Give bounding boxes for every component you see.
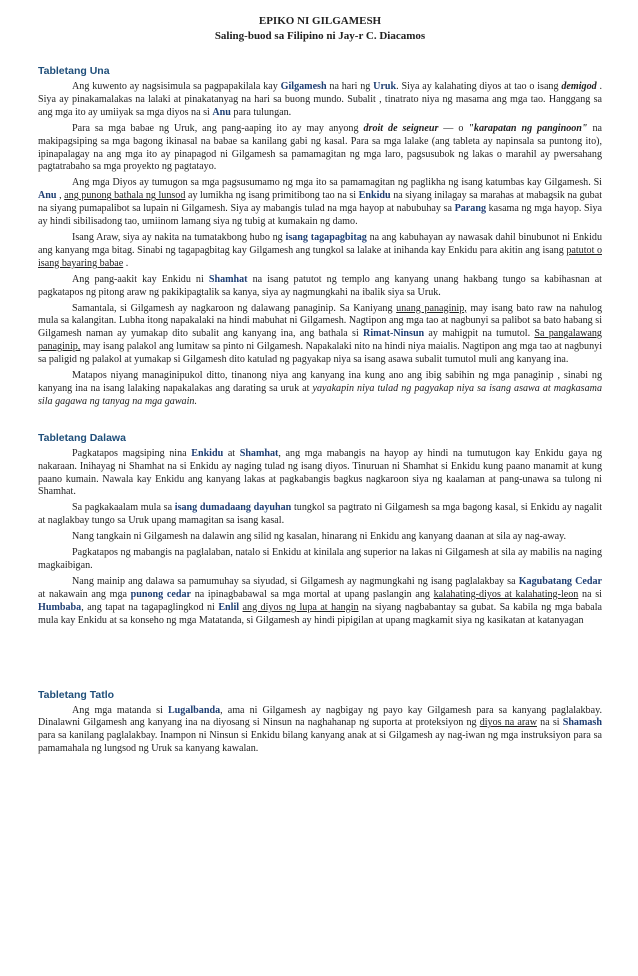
paragraph (38, 274, 602, 300)
text-run: na si (537, 717, 563, 729)
text-run: na siyang nagbabantay sa gubat. Sa kabila ng mga babala mula kay Enkidu at sa konseho ng mga Matatanda, si Gilgamesh ay hindi pipigilan at upang magkamit siya ng kasikatan at katanyagan (38, 601, 602, 626)
proper-name: isang tagapagbitag (285, 231, 367, 243)
text-run: Samantala, si Gilgamesh ay nagkaroon ng dalawang panaginip. Sa Kaniyang (72, 302, 397, 314)
text-run: ay lumikha ng isang primitibong tao na si (185, 190, 359, 202)
text-run: Ang mga matanda si (72, 704, 168, 716)
text-run: Para sa mga babae ng Uruk, ang pang-aaping ito ay may anyong (72, 122, 364, 134)
paragraph (38, 705, 602, 757)
text-run: Ang mga Diyos ay tumugon sa mga pagsusumamo ng mga ito sa pamamagitan ng paglikha ng isang katumbas kay Gilgamesh. Si (72, 177, 602, 189)
text-run: , ang mga mabangis na hayop ay hindi na tumutugon kay Enkidu gaya ng nakaraan. Inihayag ni Shamhat na si Enkidu ay naging tulad ng isang diyos. Tinuruan ni Shamhat si Enkidu kung paano manamit at kung paano kumain. Nawala kay Enkidu ang kanyang lakas at pagkabangis bagkus nagkaroon siya ng kaalaman at pang-unawa sa tulong ni Shamhat. (38, 447, 602, 498)
text-run: Sa pagkakaalam mula sa (72, 502, 175, 514)
tablet-heading: Tabletang Una (38, 65, 110, 77)
proper-name: Anu (212, 106, 231, 118)
proper-name: Humbaba (38, 601, 82, 613)
text-run: na siyang inilagay sa marahas at mabagsik na gubat na siyang pumapalibot sa lupain ni Gilgamesh. Siya ay mabangis tulad na mga hayop at nabubuhay sa (38, 190, 602, 215)
paragraph (38, 576, 602, 628)
proper-name: Rimat-Ninsun (363, 328, 425, 340)
text-run: Ang pang-aakit kay Enkidu ni (72, 273, 209, 285)
text-run: na ipinagbabawal sa mga mortal at upang paslangin ang (191, 588, 434, 600)
paragraph (38, 370, 602, 409)
text-run: kasama ng mga hayop. Siya ay hindi sibilisadong tao, umiinom lamang siya ng tubig at kumakain ng damo. (38, 203, 602, 228)
proper-name: Anu (38, 190, 57, 202)
paragraph (38, 123, 602, 175)
text-run: . Siya ay pinakamalakas na lalaki at pinakatanyag na hari sa buong mundo. Subalit , tinatrato niya ng masama ang mga tao. Hanggang sa ang mga ito ay umiiyak sa mga diyos na si (38, 81, 603, 118)
emphasized-text: yayakapin niya tulad ng pagyakap niya sa isang asawa at magkasama sila gagawa ng tanyag na mga gawain. (38, 382, 602, 407)
text-run: na makipagsiping sa mga bagong ikinasal na babae sa kanilang gabi ng kasal. Para sa mga lalake (ang tableta ay napinsala sa puntong ito), ipinapalagay na ang mga ito ay pinapagod ni Gilgamesh sa pamamagitan ng mga laro, pagsusubok ng lakas o marahil ay pwersahang pagtatrabaho sa mga proyekto ng pagtatayo. (38, 122, 602, 173)
proper-name: Gilgamesh (280, 81, 327, 92)
paragraph (38, 531, 602, 544)
paragraph (38, 502, 602, 528)
document-subtitle: Saling-buod sa Filipino ni Jay-r C. Diacamos (214, 30, 426, 42)
text-run: para sa kanilang paglalakbay. Inampon ni Ninsun si Enkidu bilang kanyang anak at si Gilgamesh ay nag-iwan ng mga instruksiyon para sa pamamahala ng lungsod ng Uruk sa kanyang kawalan. (38, 730, 602, 755)
text-run: , (56, 190, 65, 202)
text-run: at nakawain ang mga (38, 588, 131, 600)
text-run: Matapos niyang managinipukol ditto, tinanong niya ang kanyang ina kung ano ang ibig sabihin ng mga panaginip , sinabi ng kanyang ina na isang lalaking napakalakas ang darating sa uruk at (38, 370, 602, 394)
emphasized-text: "karapatan ng panginoon" (468, 122, 588, 134)
text-run: ay mahigpit na tumutol. (424, 328, 535, 340)
tablet-heading: Tabletang Tatlo (38, 688, 115, 701)
paragraph (38, 81, 602, 120)
text-run: Pagkatapos ng mabangis na paglalaban, natalo si Enkidu at kinilala ang superior na lakas ni Gilgamesh at sila ay mabilis na naging magkaibigan. (38, 547, 602, 571)
tablet-heading: Tabletang Dalawa (38, 431, 126, 444)
text-run: , ama ni Gilgamesh ay nagbigay ng payo kay Gilgamesh para sa kanyang paglalakbay. Dinalawni Gilgamesh ang kanyang ina na diyosang si Ninsun na naghahanap ng suporta at proteksiyon ng (38, 704, 602, 729)
text-run: may isang bato raw na nahulog mula sa kalangitan. Lubha itong napakalaki na hindi mabuhat ni Gilgamesh. Nagtipon ang mga tao at nagbunyi sa palibot sa bato habang si Gilgamesh naman ay yumakap dito subalit ang kanyang ina, ang bathala si (38, 302, 602, 340)
proper-name: Shamhat (208, 273, 248, 285)
emphasized-text: droit de seigneur (363, 122, 439, 134)
emphasized-text: demigod (561, 81, 597, 92)
proper-name: Shamash (562, 717, 602, 729)
emphasized-text: ang punong bathala ng lunsod (64, 190, 186, 202)
tablets-container (38, 64, 602, 756)
paragraph (38, 232, 602, 271)
paragraph (38, 547, 602, 573)
emphasized-text: patutot o isang bayaring babae (38, 244, 602, 269)
document-page (38, 14, 602, 759)
proper-name: Enkidu (358, 190, 391, 202)
text-run: , ang tapat na tagapaglingkod ni (81, 601, 219, 613)
proper-name: Shamhat (239, 447, 279, 459)
proper-name: punong cedar (130, 588, 192, 600)
proper-name: Parang (454, 203, 486, 215)
text-run: — o (438, 122, 469, 134)
document-title: EPIKO NI GILGAMESH (258, 15, 382, 27)
proper-name: Enlil (218, 601, 240, 613)
emphasized-text: unang panaginip, (396, 302, 467, 314)
emphasized-text: kalahating-diyos at kalahating-leon (433, 588, 579, 600)
tablet-section (38, 64, 602, 409)
text-run: na si (578, 588, 602, 600)
text-run: Nang mainip ang dalawa sa pamumuhay sa siyudad, si Gilgamesh ay nagmungkahi ng isang paglalakbay sa (72, 575, 519, 587)
text-run: may isang palakol ang lumitaw sa pinto ni Gilgamesh. Napakalaki nito na hindi niya maialis. Nagtipon ang mga tao at nagbunyi sa paligid ng palakol at yumakap si Gilgamesh dito katulad ng pagyakap niya sa isang asawa subalit tumutol muli ang kanyang ina. (38, 341, 602, 366)
proper-name: Lugalbanda (167, 704, 221, 716)
proper-name: Uruk (373, 81, 397, 92)
text-run: at (223, 447, 240, 459)
emphasized-text: Sa pangalawang panaginip, (38, 328, 602, 353)
proper-name: Enkidu (191, 447, 224, 459)
text-run: na hari ng (326, 81, 374, 92)
text-run: . Siya ay kalahating diyos at tao o isang (396, 81, 562, 92)
emphasized-text: diyos na araw (479, 717, 537, 729)
text-run: . (123, 257, 129, 269)
paragraph (38, 303, 602, 368)
text-run: tungkol sa pagtrato ni Gilgamesh sa mga bagong kasal, si Enkidu ay nagalit at naglakbay tungo sa Uruk upang mamagitan sa isang kasal. (38, 502, 602, 527)
emphasized-text: ang diyos ng lupa at hangin (242, 601, 359, 613)
text-run: na ang kabuhayan ay nawasak dahil binubunot ni Enkidu ang kanyang mga bitag. Sinabi ng tagapagbitag kay Gilgamesh ang tungkol sa lalake at inihanda kay Enkidu para akitin ang isang (38, 231, 602, 256)
text-run: Ang kuwento ay nagsisimula sa pagpapakilala kay (72, 81, 281, 92)
text-run: Nang tangkain ni Gilgamesh na dalawin ang silid ng kasalan, hinarang ni Enkidu ang kanyang daanan at sila ay nag-away. (72, 531, 567, 543)
proper-name: isang dumadaang dayuhan (174, 502, 292, 514)
tablet-section (38, 688, 602, 757)
proper-name: Kagubatang Cedar (518, 575, 602, 587)
text-run: na isang patutot ng templo ang kanyang unang hakbang tungo sa kabihasnan at pagkatapos ng pitong araw ng pakikipagtalik sa kanya, siya ay nagmungkahi na ibalik siya sa Uruk. (38, 273, 602, 298)
text-run: Isang Araw, siya ay nakita na tumatakbong hubo ng (72, 231, 286, 243)
text-run: para tulungan. (230, 106, 292, 118)
paragraph (38, 448, 602, 500)
tablet-section (38, 431, 602, 628)
text-run: Pagkatapos magsiping nina (72, 447, 192, 459)
paragraph (38, 177, 602, 229)
